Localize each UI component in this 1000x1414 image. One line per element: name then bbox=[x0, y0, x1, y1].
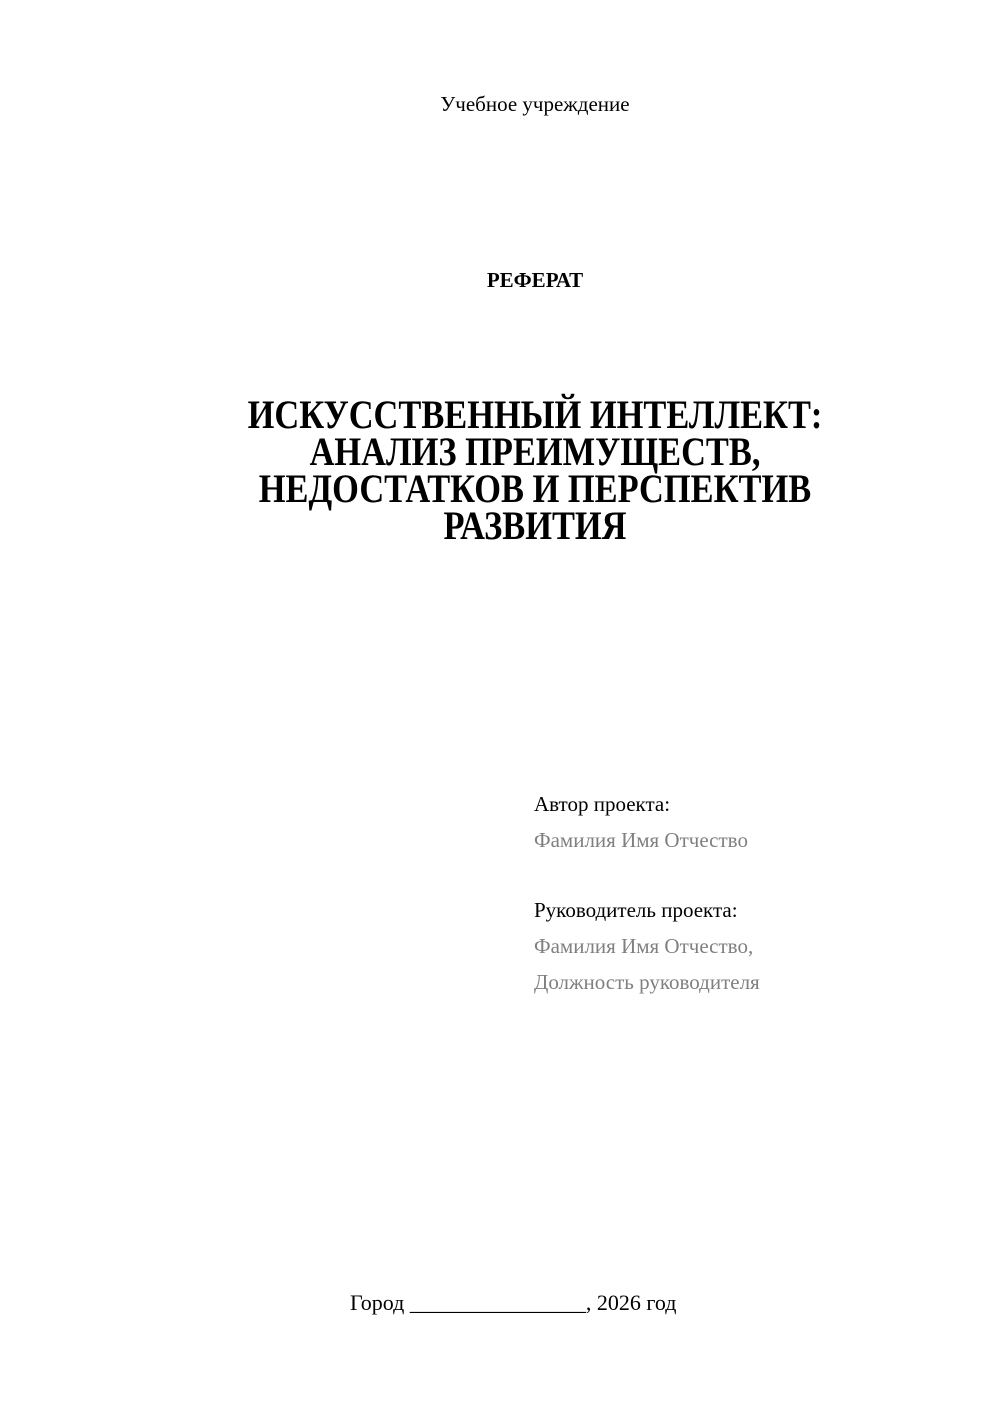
city-label: Город bbox=[350, 1290, 405, 1315]
supervisor-name: Фамилия Имя Отчество, bbox=[534, 934, 754, 958]
supervisor-position: Должность руководителя bbox=[534, 970, 760, 994]
author-label: Автор проекта: bbox=[534, 792, 671, 816]
supervisor-label: Руководитель проекта: bbox=[534, 898, 738, 922]
city-blank: ________________ bbox=[409, 1290, 586, 1315]
city-year-line bbox=[350, 1290, 676, 1316]
title-line: АНАЛИЗ ПРЕИМУЩЕСТВ, bbox=[309, 429, 761, 474]
document-title bbox=[0, 392, 1000, 548]
supervisor-block bbox=[534, 892, 760, 1000]
year: , 2026 год bbox=[585, 1290, 677, 1315]
document-type: РЕФЕРАТ bbox=[486, 268, 584, 292]
author-name: Фамилия Имя Отчество bbox=[534, 828, 748, 852]
institution-name: Учебное учреждение bbox=[440, 92, 630, 116]
title-line: ИСКУССТВЕННЫЙ ИНТЕЛЛЕКТ: bbox=[247, 392, 823, 437]
title-line: НЕДОСТАТКОВ И ПЕРСПЕКТИВ bbox=[258, 466, 812, 511]
author-block bbox=[534, 786, 748, 858]
title-line: РАЗВИТИЯ bbox=[443, 503, 627, 548]
